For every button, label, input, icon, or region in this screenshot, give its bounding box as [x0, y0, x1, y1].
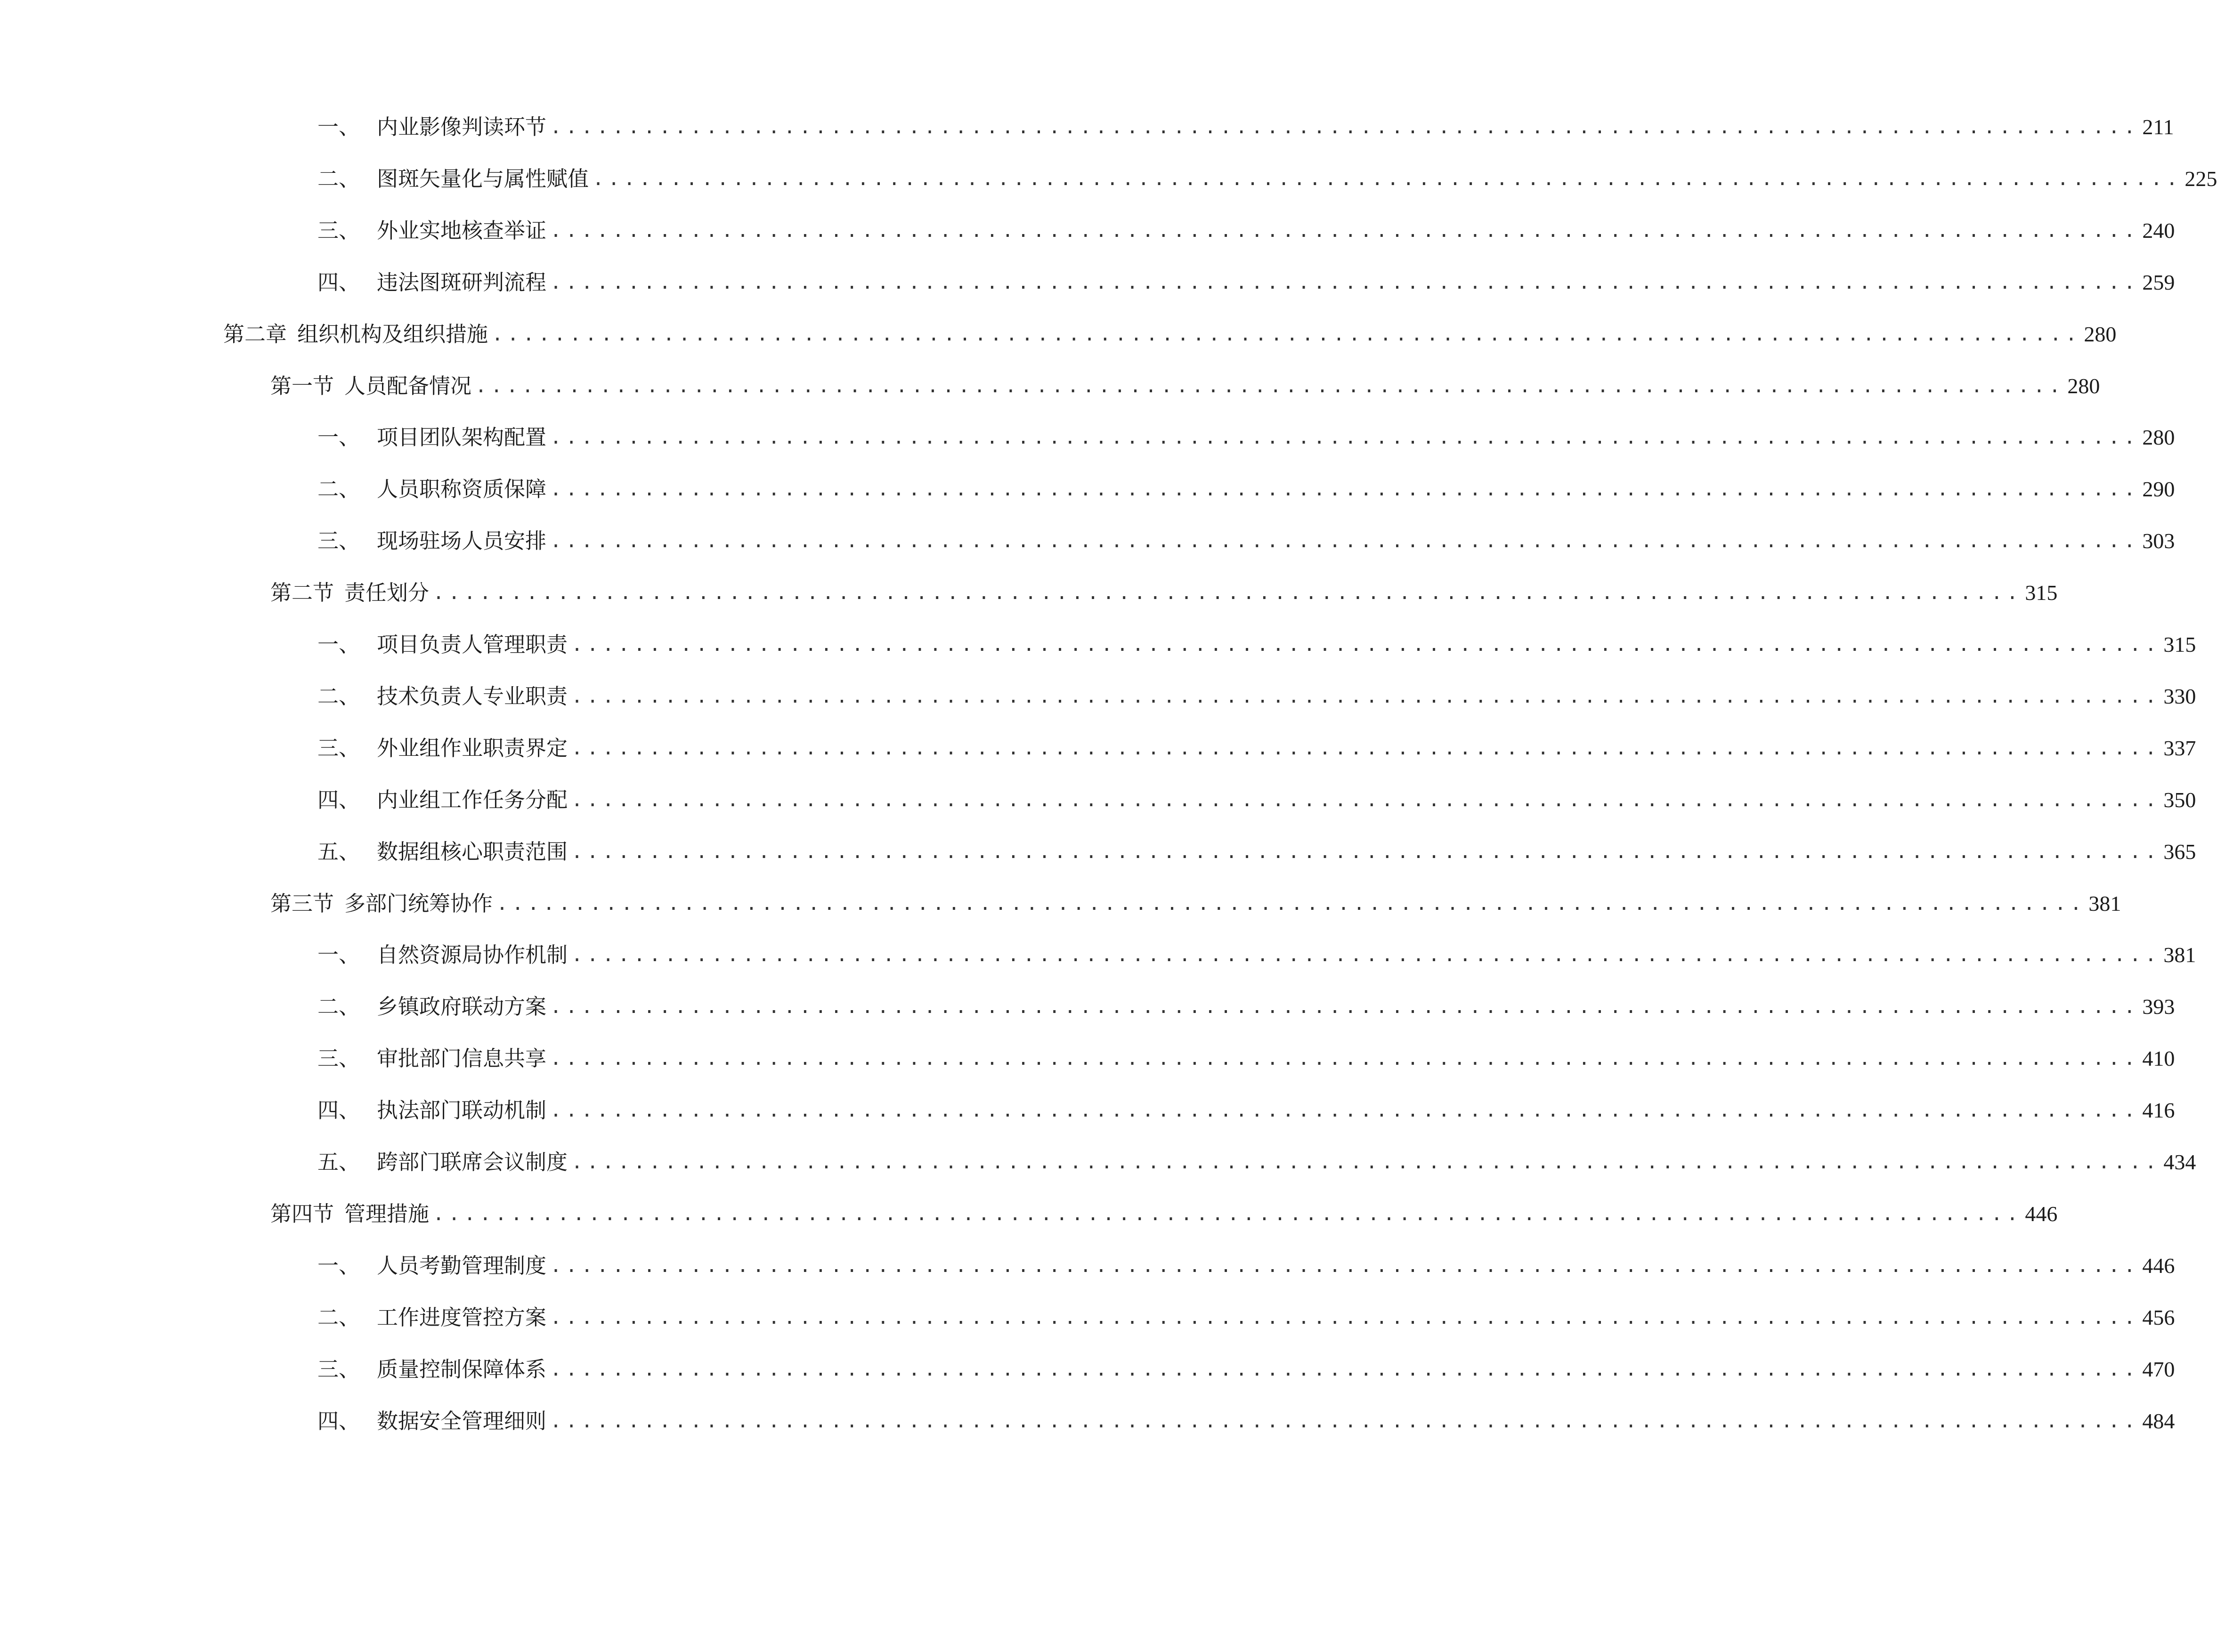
toc-entry-item[interactable] [317, 522, 2175, 560]
toc-entry-section[interactable] [270, 885, 2121, 923]
toc-dot-leader: ...................................................................................................... [571, 944, 2161, 966]
toc-dot-leader: ...................................................................................................... [492, 324, 2081, 345]
toc-entry-item[interactable] [317, 160, 2217, 198]
toc-entry-page-number: 350 [2163, 788, 2196, 812]
toc-dot-leader: ...................................................................................................... [550, 272, 2140, 293]
toc-entry-item[interactable] [317, 1143, 2196, 1181]
toc-entry-number: 二、 [317, 477, 360, 502]
toc-entry-item[interactable] [317, 936, 2196, 974]
toc-entry-item[interactable] [317, 1351, 2175, 1388]
toc-entry-item[interactable] [317, 1247, 2175, 1285]
toc-entry-item[interactable] [317, 108, 2174, 146]
toc-dot-leader: ...................................................................................................... [550, 478, 2140, 500]
toc-entry-item[interactable] [317, 781, 2196, 819]
toc-entry-number: 三、 [317, 528, 360, 553]
toc-entry-page-number: 280 [2084, 322, 2117, 346]
toc-entry-page-number: 259 [2142, 270, 2175, 294]
toc-entry-page-number: 290 [2142, 477, 2175, 501]
toc-entry-number: 二、 [317, 994, 360, 1019]
toc-entry-page-number: 303 [2142, 529, 2175, 553]
toc-entry-number: 第一节 [270, 373, 334, 398]
toc-entry-item[interactable] [317, 988, 2175, 1026]
toc-entry-number: 三、 [317, 218, 360, 243]
toc-entry-title: 外业实地核查举证 [377, 218, 547, 243]
toc-dot-leader: ...................................................................................................... [550, 1307, 2140, 1328]
toc-entry-title: 跨部门联席会议制度 [377, 1150, 568, 1174]
toc-entry-number: 一、 [317, 942, 360, 967]
toc-entry-title: 人员职称资质保障 [377, 477, 547, 502]
toc-entry-title: 图斑矢量化与属性赋值 [377, 166, 589, 191]
toc-dot-leader: ...................................................................................................... [433, 1203, 2022, 1225]
toc-entry-title: 工作进度管控方案 [377, 1305, 547, 1330]
toc-entry-title: 人员配备情况 [344, 373, 472, 398]
toc-entry-number: 第二节 [270, 580, 334, 605]
toc-entry-page-number: 280 [2067, 374, 2100, 398]
toc-entry-title: 内业组工作任务分配 [377, 787, 568, 812]
toc-entry-page-number: 240 [2142, 219, 2175, 243]
toc-dot-leader: ...................................................................................................... [550, 1255, 2140, 1277]
toc-entry-item[interactable] [317, 1092, 2175, 1129]
toc-dot-leader: ...................................................................................................... [571, 841, 2161, 863]
toc-entry-page-number: 416 [2142, 1098, 2175, 1122]
toc-entry-page-number: 410 [2142, 1046, 2175, 1070]
toc-entry-page-number: 446 [2025, 1202, 2058, 1226]
toc-entry-item[interactable] [317, 212, 2175, 250]
toc-entry-number: 四、 [317, 1409, 360, 1433]
toc-dot-leader: ...................................................................................................... [550, 427, 2140, 448]
toc-entry-page-number: 315 [2163, 632, 2196, 656]
toc-entry-title: 数据安全管理细则 [377, 1409, 547, 1433]
toc-dot-leader: ...................................................................................................... [571, 686, 2161, 707]
toc-entry-number: 五、 [317, 839, 360, 864]
toc-entry-number: 一、 [317, 114, 360, 139]
toc-entry-title: 质量控制保障体系 [377, 1357, 547, 1382]
toc-entry-title: 违法图斑研判流程 [377, 270, 547, 295]
toc-entry-title: 乡镇政府联动方案 [377, 994, 547, 1019]
toc-entry-page-number: 280 [2142, 425, 2175, 449]
toc-entry-number: 一、 [317, 1253, 360, 1278]
toc-entry-page-number: 365 [2163, 840, 2196, 864]
toc-entry-title: 组织机构及组织措施 [297, 322, 488, 347]
toc-dot-leader: ...................................................................................................... [550, 220, 2140, 242]
toc-dot-leader: ...................................................................................................... [571, 789, 2161, 811]
toc-entry-item[interactable] [317, 1299, 2175, 1336]
toc-dot-leader: ...................................................................................................... [550, 530, 2140, 552]
toc-entry-number: 四、 [317, 787, 360, 812]
toc-dot-leader: ...................................................................................................... [593, 168, 2182, 190]
toc-entry-section[interactable] [270, 367, 2100, 405]
toc-entry-number: 五、 [317, 1150, 360, 1174]
toc-entry-page-number: 381 [2088, 891, 2121, 915]
toc-entry-page-number: 330 [2163, 684, 2196, 708]
toc-entry-title: 外业组作业职责界定 [377, 736, 568, 761]
toc-entry-number: 一、 [317, 425, 360, 450]
toc-entry-item[interactable] [317, 626, 2196, 664]
toc-entry-section[interactable] [270, 574, 2058, 612]
toc-entry-number: 第四节 [270, 1201, 334, 1226]
toc-entry-number: 二、 [317, 1305, 360, 1330]
toc-entry-number: 四、 [317, 270, 360, 295]
toc-entry-title: 项目负责人管理职责 [377, 632, 568, 657]
toc-entry-title: 内业影像判读环节 [377, 114, 547, 139]
toc-entry-title: 人员考勤管理制度 [377, 1253, 547, 1278]
toc-entry-number: 第三节 [270, 891, 334, 916]
toc-dot-leader: ...................................................................................................... [496, 893, 2086, 915]
toc-entry-page-number: 470 [2142, 1357, 2175, 1381]
toc-entry-page-number: 456 [2142, 1305, 2175, 1329]
toc-entry-item[interactable] [317, 1402, 2175, 1440]
toc-entry-number: 三、 [317, 736, 360, 761]
toc-dot-leader: ...................................................................................................... [571, 1151, 2161, 1173]
toc-entry-number: 二、 [317, 684, 360, 709]
toc-entry-title: 责任划分 [344, 580, 430, 605]
toc-entry-item[interactable] [317, 264, 2175, 301]
toc-entry-page-number: 211 [2142, 115, 2174, 139]
toc-entry-title: 多部门统筹协作 [344, 891, 493, 916]
toc-entry-title: 管理措施 [344, 1201, 430, 1226]
toc-entry-number: 第二章 [223, 322, 287, 347]
toc-entry-number: 四、 [317, 1098, 360, 1123]
toc-entry-item[interactable] [317, 470, 2175, 508]
toc-entry-title: 审批部门信息共享 [377, 1046, 547, 1071]
toc-entry-item[interactable] [317, 729, 2196, 767]
toc-dot-leader: ...................................................................................................... [550, 1359, 2140, 1380]
toc-entry-title: 自然资源局协作机制 [377, 942, 568, 967]
toc-entry-item[interactable] [317, 678, 2196, 715]
toc-dot-leader: ...................................................................................................... [550, 1410, 2140, 1432]
toc-dot-leader: ...................................................................................................... [550, 996, 2140, 1018]
toc-entry-page-number: 484 [2142, 1409, 2175, 1433]
toc-entry-title: 现场驻场人员安排 [377, 528, 547, 553]
toc-entry-number: 二、 [317, 166, 360, 191]
toc-entry-page-number: 225 [2185, 167, 2217, 191]
toc-dot-leader: ...................................................................................................... [550, 1048, 2140, 1069]
toc-entry-number: 三、 [317, 1046, 360, 1071]
toc-entry-item[interactable] [317, 1040, 2175, 1077]
toc-entry-item[interactable] [317, 419, 2175, 456]
toc-entry-page-number: 315 [2025, 581, 2058, 605]
toc-dot-leader: ...................................................................................................... [571, 737, 2161, 759]
toc-dot-leader: ...................................................................................................... [550, 1100, 2140, 1121]
toc-entry-section[interactable] [270, 1195, 2058, 1233]
toc-entry-number: 一、 [317, 632, 360, 657]
toc-dot-leader: ...................................................................................................... [571, 634, 2161, 656]
toc-dot-leader: ...................................................................................................... [550, 116, 2140, 138]
toc-entry-page-number: 434 [2163, 1150, 2196, 1174]
toc-entry-page-number: 381 [2163, 943, 2196, 967]
toc-entry-title: 执法部门联动机制 [377, 1098, 547, 1123]
toc-entry-title: 数据组核心职责范围 [377, 839, 568, 864]
toc-entry-chapter[interactable] [223, 316, 2117, 353]
toc-entry-title: 项目团队架构配置 [377, 425, 547, 450]
toc-entry-number: 三、 [317, 1357, 360, 1382]
toc-dot-leader: ...................................................................................................... [475, 375, 2065, 397]
toc-entry-page-number: 446 [2142, 1254, 2175, 1278]
toc-entry-item[interactable] [317, 833, 2196, 871]
toc-dot-leader: ...................................................................................................... [433, 582, 2022, 604]
toc-entry-title: 技术负责人专业职责 [377, 684, 568, 709]
toc-entry-page-number: 393 [2142, 995, 2175, 1019]
toc-entry-page-number: 337 [2163, 736, 2196, 760]
